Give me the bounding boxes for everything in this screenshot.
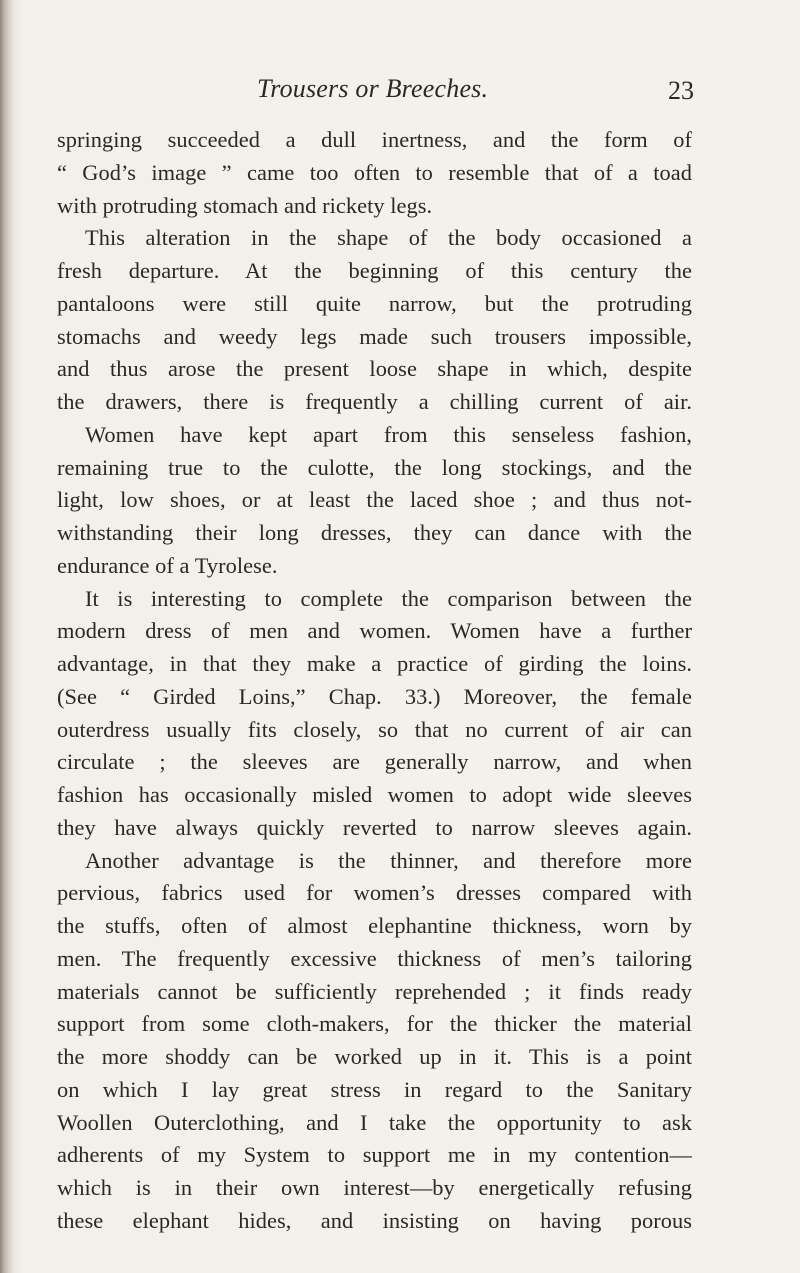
text-line: with protruding stomach and rickety legs.: [57, 192, 433, 218]
text-line: fashion has occasionally misled women to adopt wide sleeves: [57, 782, 692, 807]
text-line: support from some cloth-makers, for the thicker the material: [57, 1011, 692, 1037]
page-number: 23: [668, 76, 694, 105]
text-line: the more shoddy can be worked up in it. This is a point: [57, 1044, 692, 1069]
text-line: Another advantage is the thinner, and therefore more: [85, 847, 692, 873]
text-line: adherents of my System to support me in my contention—: [57, 1142, 692, 1168]
text-line: on which I lay great stress in regard to the Sanitary: [57, 1076, 692, 1102]
text-line: pantaloons were still quite narrow, but the protruding: [57, 290, 692, 316]
text-line: “ God’s image ” came too often to resemble that of a toad: [57, 159, 692, 185]
text-line: the stuffs, often of almost elephantine thickness, worn by: [57, 913, 692, 938]
text-line: these elephant hides, and insisting on having porous: [57, 1207, 692, 1233]
text-line: fresh departure. At the beginning of this century the: [57, 258, 692, 283]
page-binding-shadow: [0, 0, 14, 1273]
text-line: endurance of a Tyrolese.: [57, 552, 278, 578]
text-line: remaining true to the culotte, the long stockings, and the: [57, 454, 692, 480]
text-line: (See “ Girded Loins,” Chap. 33.) Moreover, the female: [57, 683, 692, 709]
text-line: Women have kept apart from this senseless fashion,: [85, 421, 692, 447]
text-line: light, low shoes, or at least the laced shoe ; and thus not-: [57, 487, 692, 513]
text-line: advantage, in that they make a practice of girding the loins.: [57, 651, 692, 676]
running-title: Trousers or Breeches.: [257, 74, 489, 103]
text-line: This alteration in the shape of the body occasioned a: [85, 225, 692, 251]
text-line: which is in their own interest—by energetically refusing: [57, 1175, 692, 1200]
text-line: they have always quickly reverted to narrow sleeves again.: [57, 814, 692, 840]
text-line: and thus arose the present loose shape in which, despite: [57, 356, 692, 382]
text-line: outerdress usually fits closely, so that no current of air can: [57, 716, 692, 742]
text-line: springing succeeded a dull inertness, and the form of: [57, 127, 692, 152]
text-line: modern dress of men and women. Women have a further: [57, 618, 692, 644]
text-line: materials cannot be sufficiently reprehended ; it finds ready: [57, 978, 692, 1004]
text-line: It is interesting to complete the comparison between the: [85, 585, 692, 611]
text-line: Woollen Outerclothing, and I take the opportunity to ask: [57, 1109, 692, 1135]
body-text: [57, 124, 692, 1238]
text-line: pervious, fabrics used for women’s dresses compared with: [57, 880, 692, 906]
running-header: [57, 74, 692, 114]
text-line: circulate ; the sleeves are generally narrow, and when: [57, 749, 692, 775]
text-line: men. The frequently excessive thickness of men’s tailoring: [57, 945, 692, 971]
text-line: stomachs and weedy legs made such trousers impossible,: [57, 323, 692, 349]
text-line: withstanding their long dresses, they can dance with the: [57, 520, 692, 545]
text-line: the drawers, there is frequently a chilling current of air.: [57, 389, 692, 414]
